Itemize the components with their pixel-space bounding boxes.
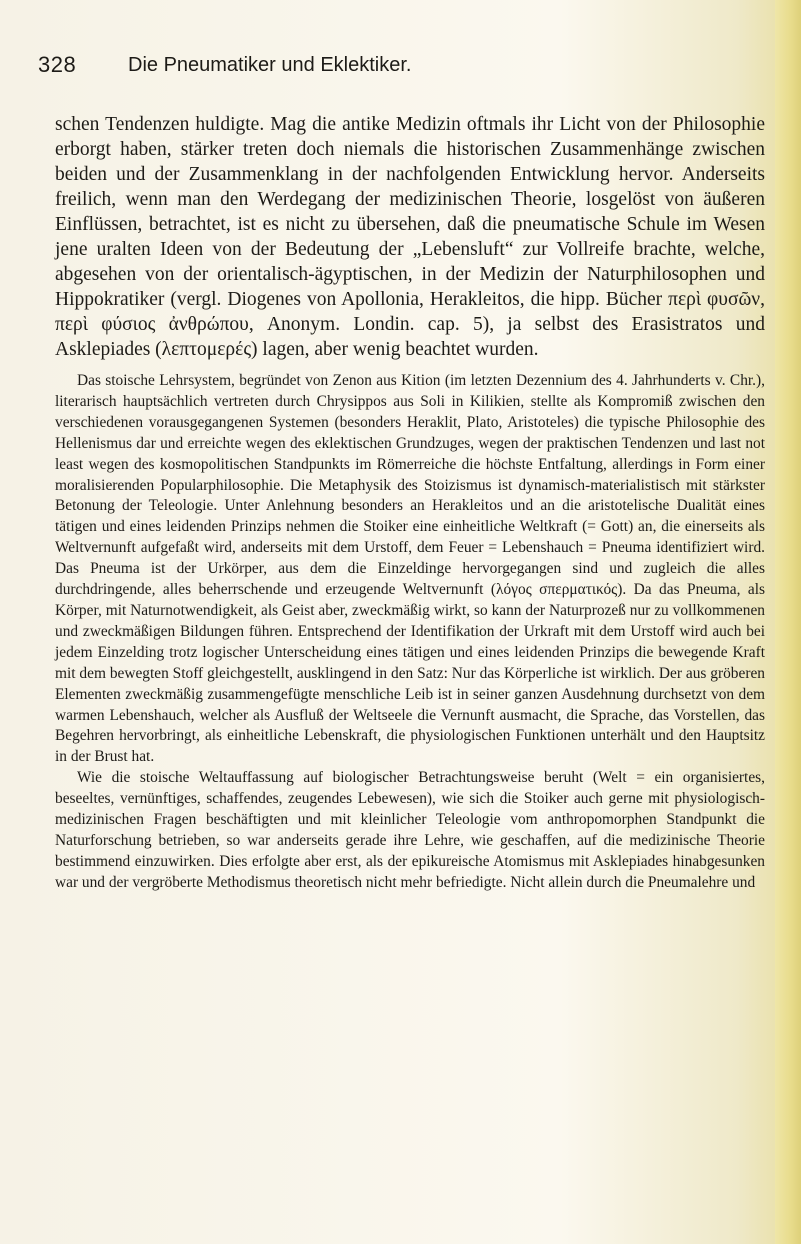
note-paragraph-stoic-system: Das stoische Lehrsystem, begründet von Zenon aus Kition (im letzten Dezennium des 4. Jahrhunderts v. Chr.), literarisch hauptsächlich vertreten durch Chrysippos aus Soli in Kilikien, stellte als Kompromiß zwischen den verschiedenen vorausgegangenen Systemen (besonders Heraklit, Plato, Aristoteles) die typische Philosophie des Hellenismus dar und erreichte wegen des eklektischen Grundzuges, wegen der praktischen Tendenzen und last not least wegen des kosmopolitischen Standpunkts im Römerreiche die höchste Entfaltung, allerdings in Form einer moralisierenden Popularphilosophie. Die Metaphysik des Stoizismus ist dynamisch-materialistisch mit stärkster Betonung der Teleologie. Unter Anlehnung besonders an Herakleitos und an die aristotelische Dualität eines tätigen und eines leidenden Prinzips nehmen die Stoiker eine einheitliche Weltkraft (= Gott) an, die einerseits als Weltvernunft aufgefaßt wird, anderseits mit dem Urstoff, dem Feuer = Lebenshauch = Pneuma identifiziert wird. Das Pneuma ist der Urkörper, aus dem die Einzeldinge hervorgegangen sind und zugleich die alles durchdringende, alles beherrschende und erzeugende Weltvernunft (λόγος σπερματικός). Da das Pneuma, als Körper, mit Naturnotwendigkeit, als Geist aber, zweckmäßig wirkt, so kann der Naturprozeß nur zu vollkommenen und zweckmäßigen Bildungen führen. Entsprechend der Identifikation der Urkraft mit dem Urstoff wird auch bei jedem Einzelding trotz logischer Unterscheidung eines tätigen und eines leidenden Prinzips die bewegende Kraft mit dem bewegten Stoff gleichgestellt, ausklingend in den Satz: Nur das Körperliche ist wirklich. Der aus gröberen Elementen zweckmäßig zusammengefügte menschliche Leib ist in seiner ganzen Ausdehnung durchsetzt von dem warmen Lebenshauch, welcher als Ausfluß der Weltseele die Vernunft ausmacht, die Sprache, das Vorstellen, das Begehren hervorbringt, als einheitliche Lebenskraft, die physiologischen Funktionen unterhält und den Hauptsitz in der Brust hat. bbox=[55, 372, 765, 766]
main-paragraph: schen Tendenzen huldigte. Mag die antike Medizin oftmals ihr Licht von der Philosophie erborgt haben, stärker treten doch niemals die historischen Zusammenhänge zwischen beiden und der Zusammenklang in der nachfolgenden Entwicklung hervor. Anderseits freilich, wenn man den Werdegang der medizinischen Theorie, losgelöst von äußeren Einflüssen, betrachtet, ist es nicht zu übersehen, daß die pneumatische Schule im Wesen jene uralten Ideen von der Bedeutung der „Lebensluft“ zur Vollreife brachte, welche, abgesehen von der orientalisch-ägyptischen, in der Medizin der Naturphilosophen und Hippokratiker (vergl. Diogenes von Apollonia, Herakleitos, die hipp. Bücher περὶ φυσῶν, περὶ φύσιος ἀνθρώπου, Anonym. Londin. cap. 5), ja selbst des Erasistratos und Asklepiades (λεπτομερές) lagen, aber wenig beachtet wurden. bbox=[55, 114, 765, 360]
page-body bbox=[55, 112, 765, 894]
page-edge bbox=[775, 0, 801, 1244]
page-number: 328 bbox=[38, 52, 77, 77]
page-header bbox=[38, 52, 748, 82]
running-head: Die Pneumatiker und Eklektiker. bbox=[128, 54, 412, 76]
note-paragraph-stoic-worldview: Wie die stoische Weltauffassung auf biologischer Betrachtungsweise beruht (Welt = ein organisiertes, beseeltes, vernünftiges, schaffendes, zeugendes Lebewesen), wie sich die Stoiker auch gerne mit physiologisch-medizinischen Fragen beschäftigten und mit kleinlicher Teleologie vom anthropomorphen Standpunkt die Naturforschung betrieben, so war anderseits gerade ihre Lehre, wie geschaffen, auf die medizinische Theorie bestimmend einzuwirken. Dies erfolgte aber erst, als der epikureische Atomismus mit Asklepiades hinabgesunken war und der vergröberte Methodismus theoretisch nicht mehr befriedigte. Nicht allein durch die Pneumalehre und bbox=[55, 769, 765, 891]
